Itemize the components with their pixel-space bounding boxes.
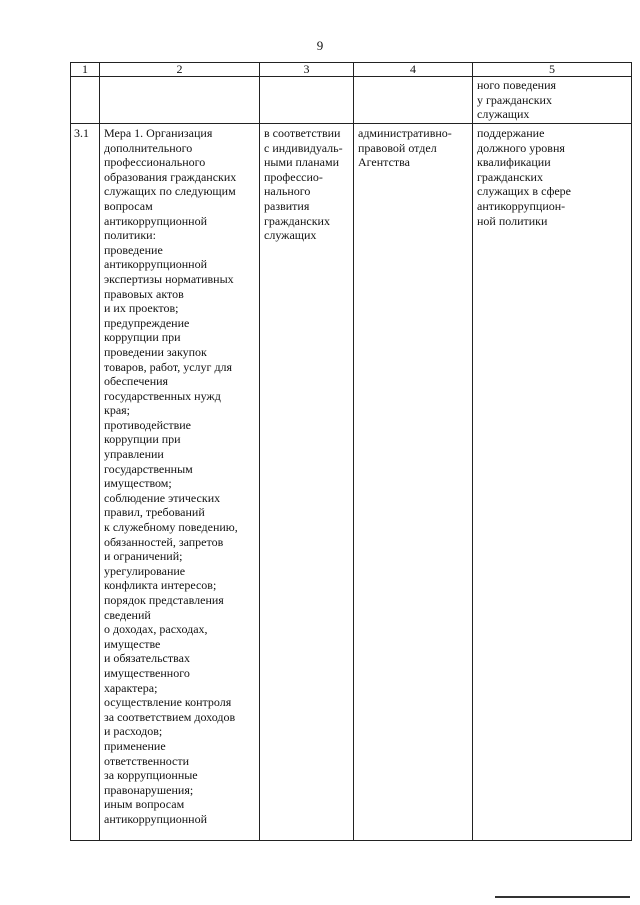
cell-term <box>260 77 354 124</box>
cell-measure <box>100 77 260 124</box>
table-header-row <box>71 63 632 77</box>
footer-rule <box>495 896 630 898</box>
measures-table <box>70 62 632 841</box>
column-header-3: 3 <box>260 63 354 77</box>
table-row-continuation <box>71 77 632 124</box>
cell-result: ного поведения у гражданских служащих <box>473 77 632 124</box>
cell-responsible: административно- правовой отдел Агентства <box>354 124 473 841</box>
cell-responsible <box>354 77 473 124</box>
cell-result: поддержание должного уровня квалификации гражданских служащих в сфере антикоррупцион- ной политики <box>473 124 632 841</box>
cell-term: в соответствии с индивидуаль- ными планами профессио- нального развития гражданских служащих <box>260 124 354 841</box>
column-header-1: 1 <box>71 63 100 77</box>
cell-number: 3.1 <box>71 124 100 841</box>
page-number: 9 <box>316 38 324 53</box>
column-header-5: 5 <box>473 63 632 77</box>
column-header-4: 4 <box>354 63 473 77</box>
cell-number <box>71 77 100 124</box>
table-row-3-1 <box>71 124 632 841</box>
column-header-2: 2 <box>100 63 260 77</box>
cell-measure: Мера 1. Организация дополнительного профессионального образования гражданских служащих по следующим вопросам антикоррупционной политики: проведение антикоррупционной экспертизы нормативных правовых актов и их проектов; предупреждение коррупции при проведении закупок товаров, работ, услуг для обеспечения государственных нужд края; противодействие коррупции при управлении государственным имуществом; соблюдение этических правил, требований к служебному поведению, обязанностей, запретов и ограничений; урегулирование конфликта интересов; порядок представления сведений о доходах, расходах, имуществе и обязательствах имущественного характера; осуществление контроля за соответствием доходов и расходов; применение ответственности за коррупционные правонарушения; иным вопросам антикоррупционной <box>100 124 260 841</box>
